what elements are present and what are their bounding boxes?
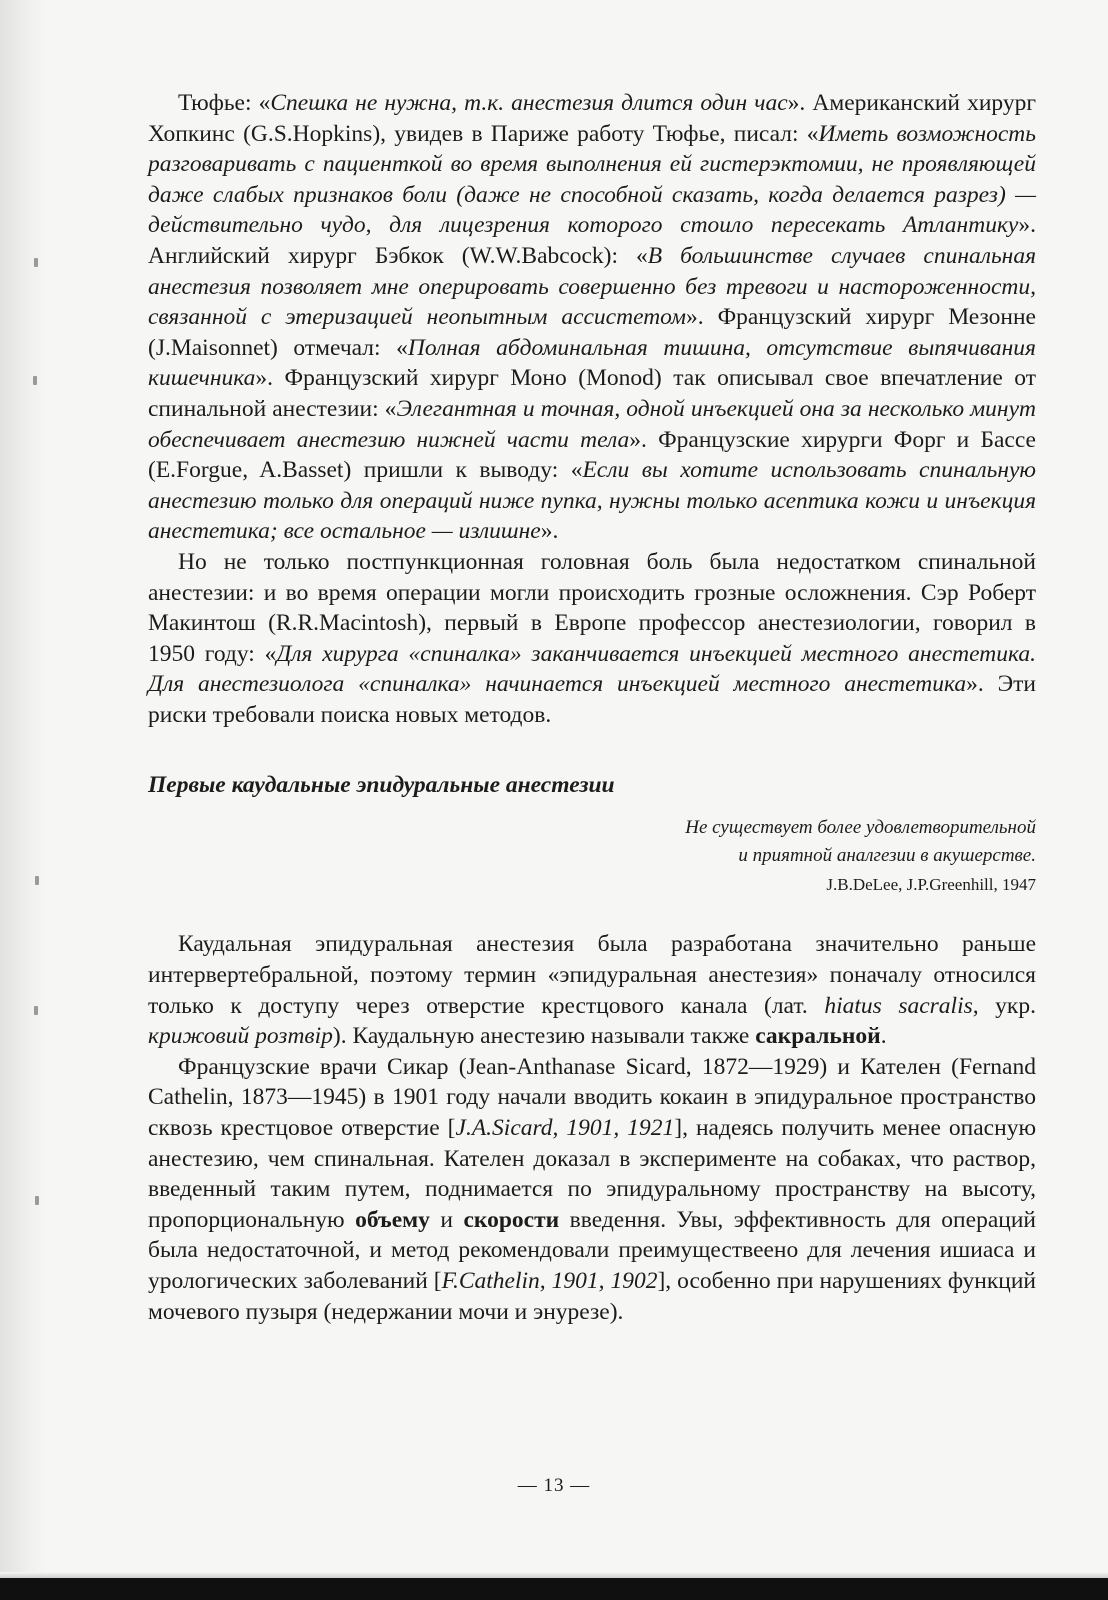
text-run: введення. Увы, эффективность для операций была недостаточной, и метод рекомендовали преимуществеено для лечения ишиаса и урологических заболеваний [ bbox=[148, 1206, 1036, 1294]
text-run: ». Французский хирург Моно (Monod) так описывал свое впечатление от спинальной анестезии: « bbox=[148, 365, 1036, 422]
text-run: ». Английский хирург Бэбкок (W.W.Babcock): « bbox=[148, 212, 1036, 269]
italic-text: Спешка не нужна, т.к. анестезия длится один час bbox=[270, 90, 788, 116]
body-text-after-heading bbox=[148, 929, 1036, 1327]
bold-text: сакральной bbox=[755, 1023, 881, 1050]
italic-text: Если вы хотите использовать спинальную анестезию только для операций ниже пупка, нужны только асептика кожи и инъекция анестетика; все остальное — излишне bbox=[148, 457, 1036, 545]
margin-mark bbox=[34, 1006, 38, 1015]
text-run: и bbox=[429, 1206, 464, 1233]
page-number: — 13 — bbox=[517, 1475, 591, 1496]
text-run: . bbox=[880, 1023, 887, 1050]
scan-bottom-edge bbox=[0, 1578, 1108, 1600]
text-run: Но не только постпункционная головная боль была недостатком спинальной анестезии: и во время операции могли происходить грозные осложнения. Сэр Роберт Макинтош (R.R.Macintosh), первый в Европе профессор анестезиологии, говорил в 1950 году: « bbox=[148, 548, 1036, 667]
text-run: Тюфье: « bbox=[178, 90, 271, 116]
italic-text: F.Cathelin, 1901, 1902 bbox=[441, 1268, 658, 1294]
book-spine-shadow bbox=[0, 0, 46, 1600]
text-run: ). Каудальную анестезию называли также bbox=[332, 1023, 756, 1050]
italic-text: Для хирурга «спиналка» заканчивается инъекцией местного анестетика. Для анестезиолога «спиналка» начинается инъекцией местного анестетика bbox=[148, 640, 1036, 698]
text-run: Французские врачи Сикар (Jean-Anthanase Sicard, 1872—1929) и Кателен (Fernand Cathelin, 1873—1945) в 1901 году начали вводить кокаин в эпидуральное пространство сквозь крестцовое отверстие [ bbox=[148, 1053, 1036, 1142]
text-run: ], особенно при нарушениях функций мочевого пузыря (недержании мочи и энурезе). bbox=[148, 1268, 1036, 1325]
page-content bbox=[148, 88, 1036, 1327]
body-text-before-heading bbox=[148, 88, 1036, 730]
text-run: ». bbox=[540, 518, 559, 545]
text-run: ». Эти риски требовали поиска новых методов. bbox=[148, 671, 1036, 728]
italic-text: hiatus sacralis bbox=[824, 992, 973, 1019]
italic-text: Элегантная и точная, одной инъекцией она за несколько минут обеспечивает анестезию нижней части тела bbox=[148, 395, 1036, 453]
bold-text: объему bbox=[355, 1206, 430, 1233]
section-heading: Первые каудальные эпидуральные анестезии bbox=[148, 772, 615, 799]
italic-text: В большинстве случаев спинальная анестезия позволяет мне оперировать совершенно без тревоги и настороженности, связанной с этеризацией неопытным ассистетом bbox=[148, 242, 1036, 331]
epigraph-source: J.B.DeLee, J.P.Greenhill, 1947 bbox=[826, 875, 1036, 895]
italic-text: J.A.Sicard, 1901, 1921 bbox=[455, 1115, 675, 1142]
spacer bbox=[148, 899, 1036, 929]
italic-text: Иметь возможность разговаривать с пациенткой во время выполнения ей гистерэктомии, не проявляющей даже слабых признаков боли (даже не способной сказать, когда делается разрез) — действительно чудо, для лицезрения которого стоило пересекать Атлантику bbox=[148, 120, 1036, 239]
epigraph-line: Не существует более удовлетворительной bbox=[685, 817, 1036, 839]
margin-mark bbox=[35, 876, 39, 885]
bold-text: скорости bbox=[463, 1206, 560, 1233]
epigraph bbox=[148, 814, 1036, 899]
text-run: ». Американский хирург Хопкинс (G.S.Hopkins), увидев в Париже работу Тюфье, писал: « bbox=[148, 90, 1036, 147]
paragraph bbox=[148, 1052, 1036, 1327]
italic-text: крижовий розтвір bbox=[148, 1023, 333, 1050]
text-run: ». Французский хирург Мезонне (J.Maisonnet) отмечал: « bbox=[148, 304, 1036, 361]
italic-text: Полная абдоминальная тишина, отсутствие выпячивания кишечника bbox=[148, 334, 1036, 392]
text-run: ». Французские хирурги Форг и Бассе (E.Forgue, A.Basset) пришли к выводу: « bbox=[148, 426, 1036, 484]
text-run: ], надеясь получить менее опасную анестезию, чем спинальная. Кателен доказал в эксперименте на собаках, что раствор, введенный таким путем, поднимается по эпидуральному пространству на высоту, пропорциональную bbox=[148, 1115, 1036, 1233]
margin-mark bbox=[35, 1196, 39, 1205]
margin-mark bbox=[34, 258, 38, 267]
epigraph-line: и приятной аналгезии в акушерстве. bbox=[738, 845, 1036, 867]
paragraph bbox=[148, 929, 1036, 1051]
paragraph bbox=[148, 547, 1036, 731]
margin-mark bbox=[33, 376, 37, 385]
paragraph bbox=[148, 88, 1036, 547]
text-run: , укр. bbox=[972, 992, 1036, 1019]
text-run: Каудальная эпидуральная анестезия была разработана значительно раньше интервертебральной, поэтому термин «эпидуральная анестезия» поначалу относился только к доступу через отверстие крестцового канала (лат. bbox=[148, 931, 1036, 1019]
